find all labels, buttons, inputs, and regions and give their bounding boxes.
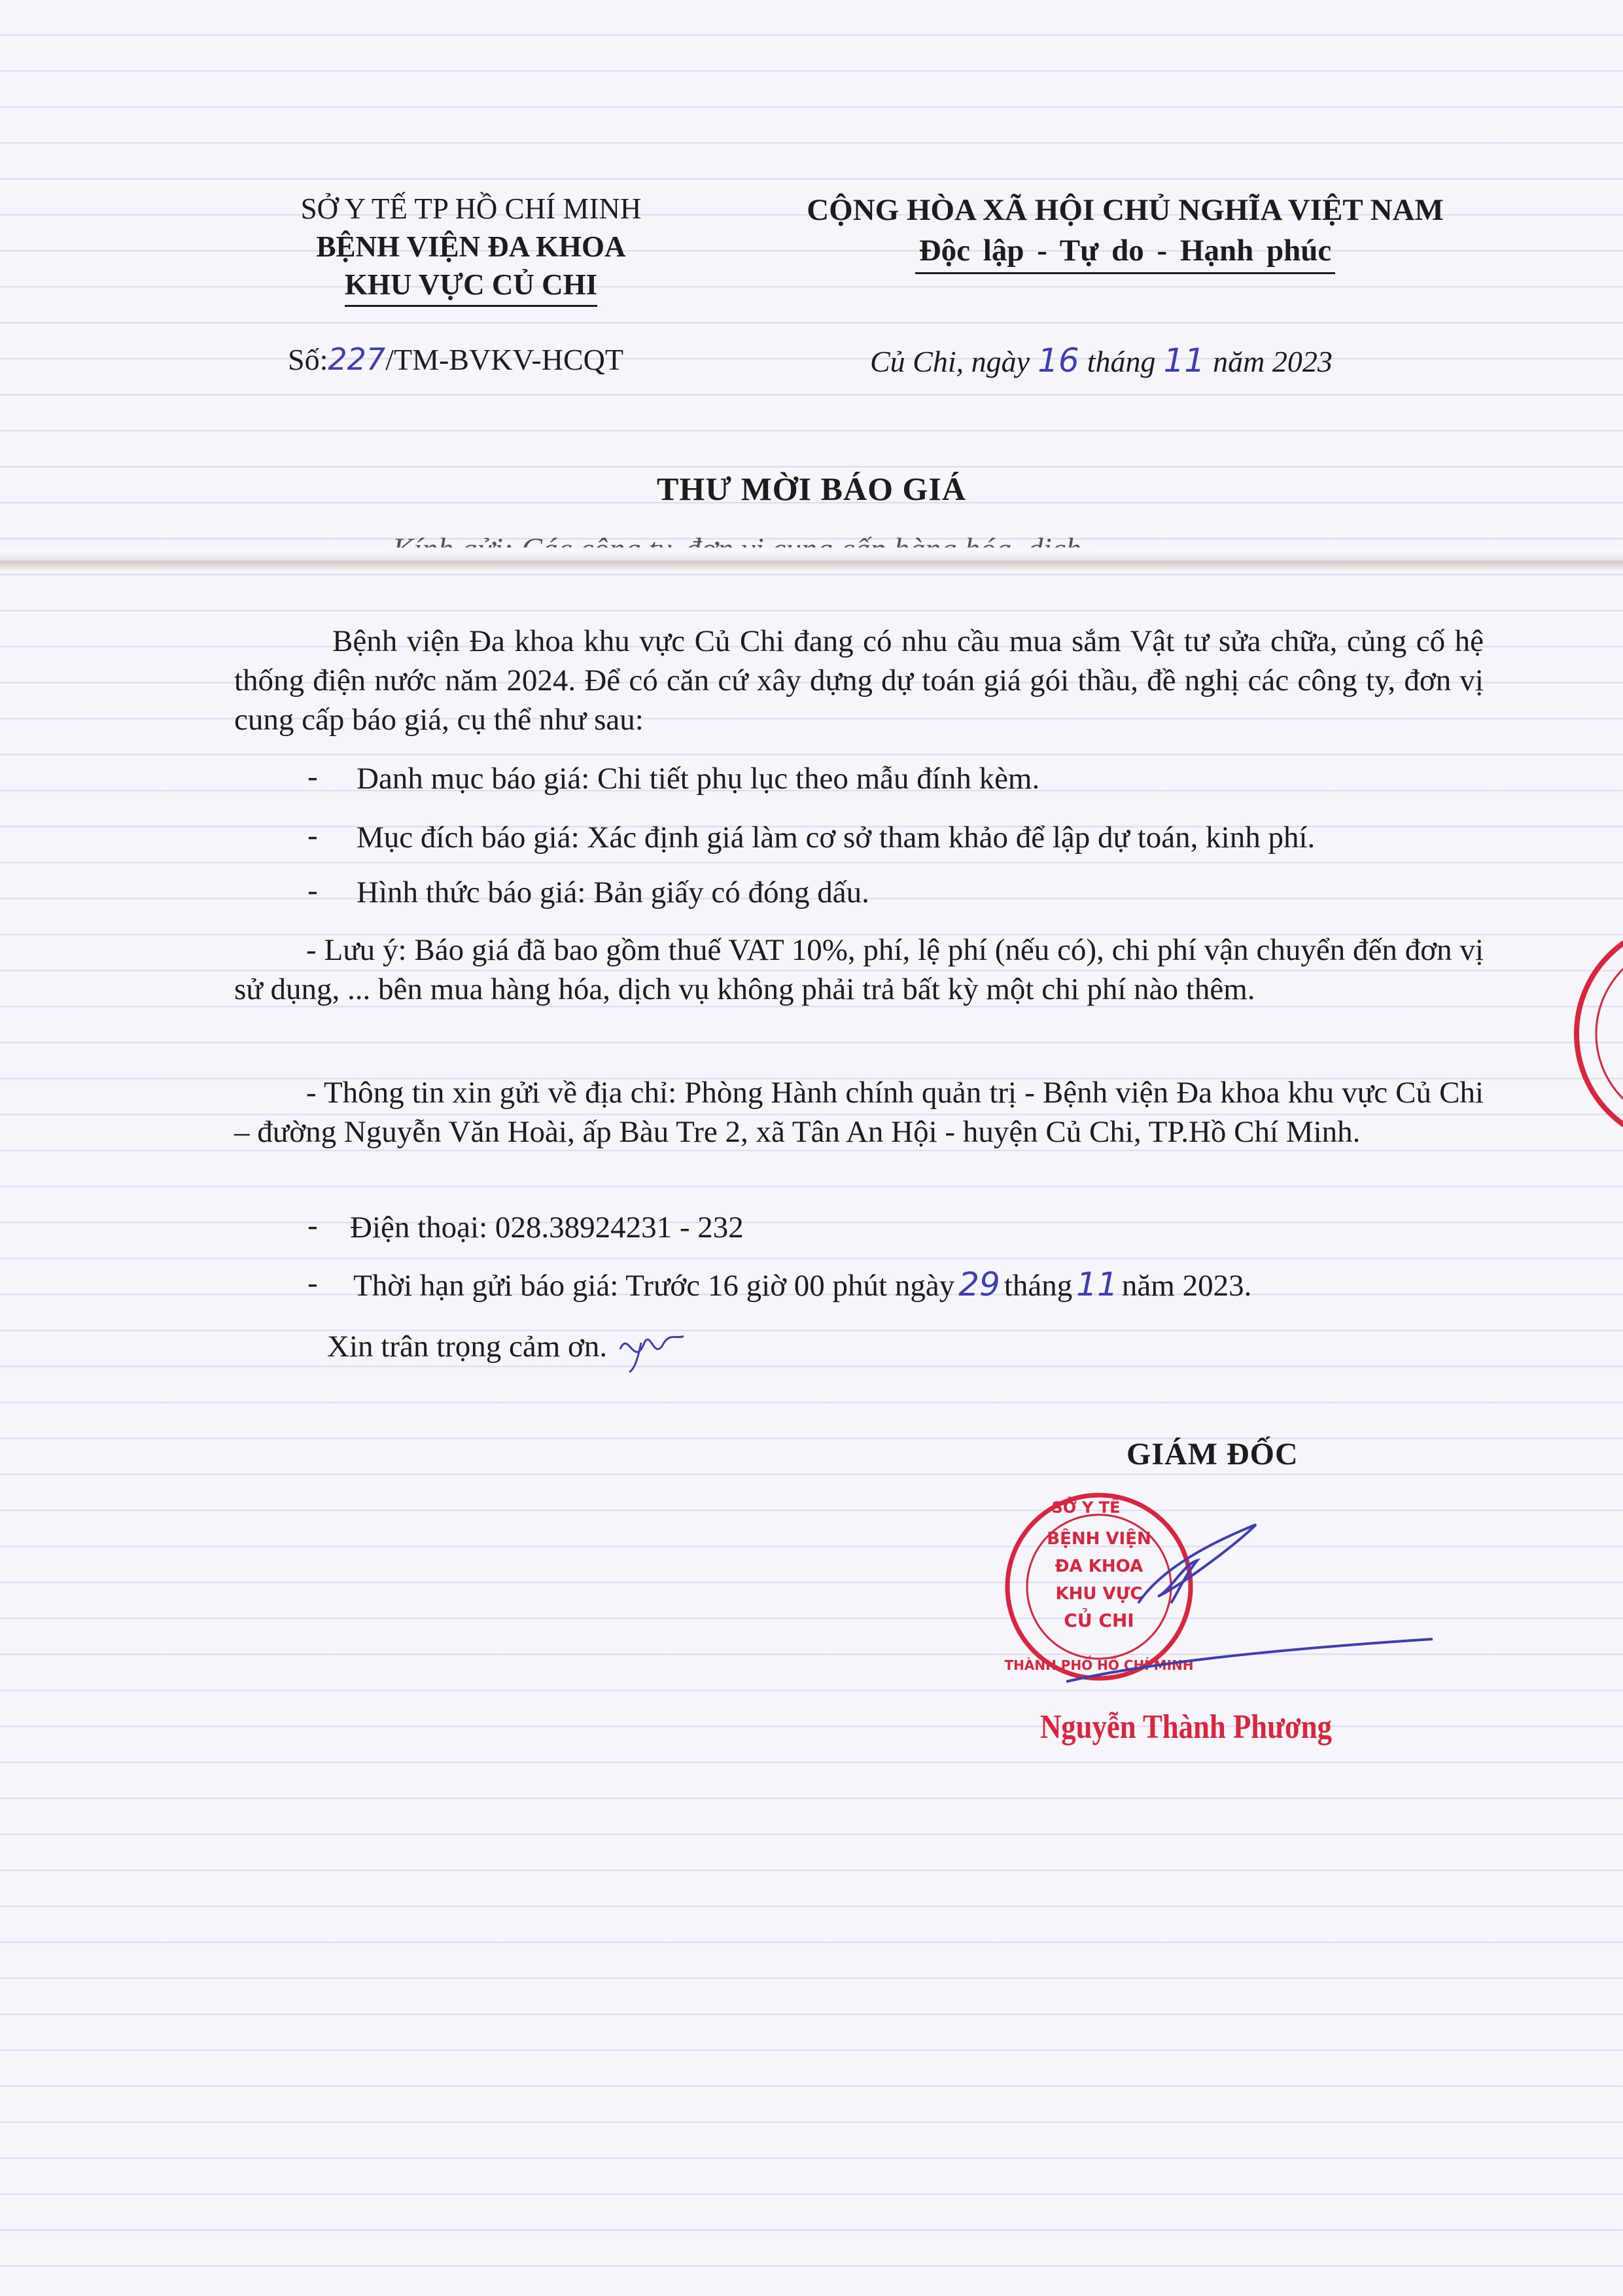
closing-thanks (327, 1323, 687, 1375)
document-date (870, 342, 1333, 380)
date-day: 16 (1038, 342, 1079, 380)
agency-header (249, 190, 693, 307)
deadline-month: 11 (1076, 1265, 1118, 1303)
bullet-dash: - (307, 819, 318, 853)
item-form: Hình thức báo giá: Bản giấy có đóng dấu. (357, 875, 869, 910)
date-year: năm 2023 (1213, 345, 1333, 378)
date-month-label: tháng (1087, 345, 1156, 378)
bullet-dash: - (307, 1209, 318, 1243)
reference-prefix: Số: (288, 343, 328, 376)
reference-code: /TM-BVKV-HCQT (385, 343, 623, 376)
date-place: Củ Chi, ngày (870, 345, 1030, 378)
scan-fold (0, 550, 1623, 572)
director-name: Nguyễn Thành Phương (1040, 1708, 1332, 1746)
deadline-year: năm 2023. (1121, 1269, 1252, 1303)
national-title: CỘNG HÒA XÃ HỘI CHỦ NGHĨA VIỆT NAM (807, 193, 1444, 227)
svg-text:SỞ Y TẾ: SỞ Y TẾ (1051, 1498, 1121, 1517)
svg-text:THÀNH PHỐ HỒ CHÍ MINH: THÀNH PHỐ HỒ CHÍ MINH (1004, 1657, 1194, 1673)
director-title: GIÁM ĐỐC (1126, 1437, 1299, 1472)
official-stamp-icon (988, 1466, 1446, 1714)
deadline-line (353, 1265, 1251, 1303)
item-list: Danh mục báo giá: Chi tiết phụ lục theo mẫu đính kèm. (357, 762, 1040, 796)
note-paragraph: - Lưu ý: Báo giá đã bao gồm thuế VAT 10%, phí, lệ phí (nếu có), chi phí vận chuyển đến đơn vị sử dụng, ... bên mua hàng hóa, dịch vụ không phải trả bất kỳ một chi phí nào thêm. (234, 933, 1484, 1006)
reference-number (288, 342, 623, 377)
national-header (746, 190, 1505, 274)
svg-text:KHU VỰC: KHU VỰC (1055, 1584, 1143, 1604)
bullet-dash: - (307, 760, 318, 794)
item-purpose: Mục đích báo giá: Xác định giá làm cơ sở tham khảo để lập dự toán, kinh phí. (357, 821, 1316, 855)
agency-parent: SỞ Y TẾ TP HỒ CHÍ MINH (300, 192, 642, 225)
deadline-month-label: tháng (1003, 1269, 1073, 1303)
reference-handwritten-number: 227 (328, 342, 386, 377)
agency-name-line2: KHU VỰC CỦ CHI (345, 266, 597, 307)
date-month: 11 (1163, 342, 1206, 380)
bullet-dash: - (307, 1266, 318, 1300)
intro-paragraph: Bệnh viện Đa khoa khu vực Củ Chi đang có nhu cầu mua sắm Vật tư sửa chữa, củng cố hệ thống điện nước năm 2024. Để có căn cứ xây dựng dự toán giá gói thầu, đề nghị các công ty, đơn vị cung cấp báo giá, cụ thể như sau: (234, 624, 1484, 737)
address-paragraph: - Thông tin xin gửi về địa chỉ: Phòng Hành chính quản trị - Bệnh viện Đa khoa khu vực Củ Chi – đường Nguyễn Văn Hoài, ấp Bàu Tre 2, xã Tân An Hội - huyện Củ Chi, TP.Hồ Chí Minh. (234, 1076, 1484, 1149)
svg-text:CỦ CHI: CỦ CHI (1064, 1610, 1134, 1631)
svg-text:ĐA KHOA: ĐA KHOA (1055, 1557, 1143, 1576)
edge-stamp-icon (1563, 916, 1623, 1152)
document-title: THƯ MỜI BÁO GIÁ (657, 470, 966, 507)
national-motto: Độc lập - Tự do - Hạnh phúc (915, 230, 1336, 274)
agency-name: BỆNH VIỆN ĐA KHOA (316, 230, 626, 263)
initials-signature-icon (615, 1323, 687, 1375)
deadline-prefix: Thời hạn gửi báo giá: Trước 16 giờ 00 phút ngày (353, 1269, 955, 1303)
bullet-dash: - (307, 874, 318, 908)
deadline-day: 29 (958, 1265, 1000, 1303)
thanks-text: Xin trân trọng cảm ơn. (327, 1329, 608, 1364)
phone-line: Điện thoại: 028.38924231 - 232 (350, 1210, 744, 1245)
svg-text:BỆNH VIỆN: BỆNH VIỆN (1047, 1529, 1151, 1549)
